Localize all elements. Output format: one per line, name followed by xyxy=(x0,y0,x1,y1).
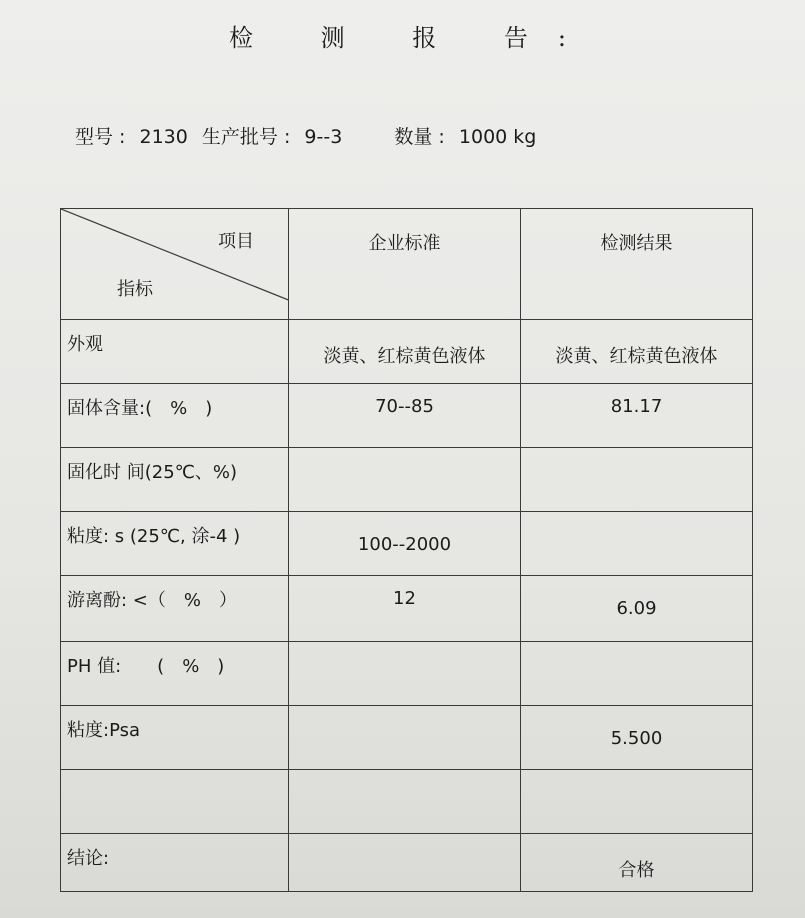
row-label: 外观 xyxy=(67,334,103,355)
diagonal-divider xyxy=(61,209,289,319)
row-standard xyxy=(289,642,520,664)
row-label: 粘度:Psa xyxy=(67,720,141,741)
table-row xyxy=(61,320,753,384)
table-row xyxy=(61,642,753,706)
report-title: 检 测 报 告: xyxy=(229,24,596,52)
batch-label: 生产批号 : xyxy=(201,126,291,148)
row-standard: 12 xyxy=(393,588,416,609)
row-standard: 100--2000 xyxy=(357,534,452,555)
row-standard xyxy=(289,834,520,856)
table-row xyxy=(61,576,753,642)
row-standard: 70--85 xyxy=(375,396,434,417)
table-row xyxy=(61,512,753,576)
header-result: 检测结果 xyxy=(600,233,673,254)
table-row xyxy=(61,706,753,770)
row-standard xyxy=(289,770,520,792)
row-result: 淡黄、红棕黄色液体 xyxy=(555,346,718,367)
model-label: 型号 : xyxy=(75,126,126,148)
row-standard xyxy=(289,706,520,728)
conclusion-label: 结论: xyxy=(67,848,110,869)
quantity-label: 数量 : xyxy=(394,126,445,148)
report-meta xyxy=(75,122,544,149)
table-header-row xyxy=(61,209,753,320)
row-label: 固化时 间(25℃、%) xyxy=(67,462,237,483)
row-standard xyxy=(289,448,520,470)
row-result xyxy=(521,642,752,664)
row-label: 游离酚: <（ % ） xyxy=(67,590,237,611)
row-result: 81.17 xyxy=(610,396,663,417)
batch-value: 9--3 xyxy=(304,126,343,148)
table-row xyxy=(61,448,753,512)
report-table xyxy=(60,208,753,892)
row-result: 6.09 xyxy=(616,598,657,619)
header-standard-cell xyxy=(289,209,521,320)
row-label xyxy=(61,770,288,790)
diagonal-header-cell xyxy=(61,209,289,320)
header-standard: 企业标准 xyxy=(368,233,441,254)
table-row xyxy=(61,770,753,834)
row-label: 固体含量:( % ) xyxy=(67,398,213,419)
row-result: 5.500 xyxy=(610,728,663,749)
row-standard: 淡黄、红棕黄色液体 xyxy=(323,346,486,367)
row-label: PH 值: ( % ) xyxy=(67,656,225,677)
row-result xyxy=(521,512,752,534)
row-result xyxy=(521,770,752,792)
table-row xyxy=(61,834,753,892)
row-label: 粘度: s (25℃, 涂-4 ) xyxy=(67,526,241,547)
model-value: 2130 xyxy=(139,126,188,148)
row-result xyxy=(521,448,752,470)
header-result-cell xyxy=(521,209,753,320)
conclusion-value: 合格 xyxy=(618,860,655,881)
quantity-value: 1000 kg xyxy=(458,126,537,148)
header-item: 项目 xyxy=(218,231,254,252)
header-index: 指标 xyxy=(117,279,153,300)
table-row xyxy=(61,384,753,448)
